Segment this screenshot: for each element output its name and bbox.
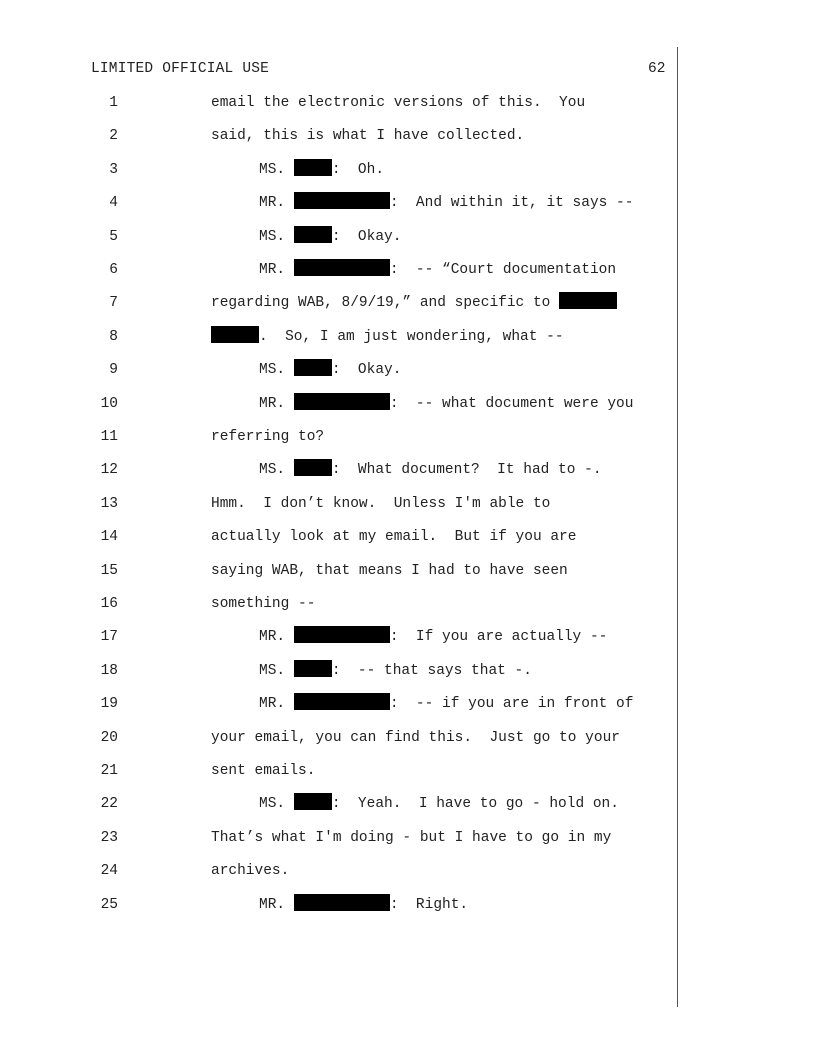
line-number: 2 bbox=[109, 128, 118, 145]
transcript-line bbox=[0, 291, 816, 315]
line-number: 21 bbox=[100, 763, 118, 779]
line-text bbox=[211, 726, 620, 750]
line-number: 16 bbox=[100, 596, 118, 612]
line-text bbox=[211, 592, 315, 616]
line-number: 12 bbox=[100, 462, 118, 479]
line-text bbox=[211, 492, 550, 516]
transcript-line bbox=[0, 792, 816, 816]
transcript-line bbox=[0, 325, 816, 349]
text-segment: email the electronic versions of this. You bbox=[211, 95, 586, 111]
line-text bbox=[259, 625, 607, 649]
line-text bbox=[211, 525, 576, 549]
line-number: 14 bbox=[100, 529, 118, 546]
line-number: 3 bbox=[109, 161, 118, 178]
text-segment: your email, you can find this. Just go to your bbox=[211, 729, 620, 746]
line-text bbox=[211, 91, 585, 115]
line-number: 22 bbox=[100, 796, 118, 813]
redaction-box bbox=[559, 292, 617, 309]
transcript-line bbox=[0, 425, 816, 449]
transcript-line bbox=[0, 258, 816, 282]
redaction-box bbox=[294, 226, 332, 243]
transcript-line bbox=[0, 659, 816, 683]
text-segment: regarding WAB, 8/9/19,” and specific to bbox=[211, 295, 560, 312]
line-number: 20 bbox=[100, 729, 118, 746]
line-text bbox=[211, 325, 564, 349]
line-number: 23 bbox=[100, 829, 118, 846]
line-number: 15 bbox=[100, 562, 118, 579]
line-text bbox=[211, 859, 289, 883]
line-number: 8 bbox=[109, 328, 118, 345]
text-segment: : Yeah. I have to go - hold on. bbox=[331, 796, 619, 813]
transcript-line bbox=[0, 859, 816, 883]
line-number: 17 bbox=[100, 629, 118, 646]
transcript-line bbox=[0, 726, 816, 750]
text-segment: MR. bbox=[259, 395, 294, 412]
transcript-line bbox=[0, 692, 816, 716]
text-segment: MS. bbox=[259, 796, 294, 813]
line-text bbox=[259, 392, 633, 416]
transcript-line bbox=[0, 91, 816, 115]
redaction-box bbox=[294, 159, 332, 176]
redaction-box bbox=[294, 393, 390, 410]
line-number: 19 bbox=[100, 696, 118, 713]
text-segment: said, this is what I have collected. bbox=[211, 128, 525, 145]
page-number: 62 bbox=[648, 61, 666, 77]
text-segment: MR. bbox=[259, 896, 294, 913]
redaction-box bbox=[211, 326, 259, 343]
text-segment: Hmm. I don’t know. Unless I'm able to bbox=[211, 495, 551, 512]
text-segment: MS. bbox=[259, 362, 294, 379]
line-number: 9 bbox=[109, 362, 118, 379]
text-segment: something -- bbox=[211, 596, 316, 612]
text-segment: referring to? bbox=[211, 429, 325, 445]
line-number: 18 bbox=[100, 662, 118, 679]
redaction-box bbox=[294, 259, 390, 276]
text-segment: That’s what I'm doing - but I have to go in my bbox=[211, 829, 612, 846]
line-text bbox=[259, 358, 401, 382]
redaction-box bbox=[294, 793, 332, 810]
text-segment: : -- “Court documentation bbox=[389, 262, 617, 278]
transcript-line bbox=[0, 893, 816, 917]
transcript-line bbox=[0, 392, 816, 416]
classification-marking: LIMITED OFFICIAL USE bbox=[91, 61, 270, 77]
line-text bbox=[259, 659, 532, 683]
transcript-line bbox=[0, 592, 816, 616]
text-segment: MS. bbox=[259, 662, 294, 679]
text-segment: saying WAB, that means I had to have seen bbox=[211, 562, 568, 579]
line-text bbox=[259, 158, 384, 182]
text-segment: : -- if you are in front of bbox=[389, 696, 634, 713]
redaction-box bbox=[294, 894, 390, 911]
transcript-line bbox=[0, 158, 816, 182]
text-segment: MS. bbox=[259, 462, 294, 479]
line-number: 13 bbox=[100, 495, 118, 512]
transcript-line bbox=[0, 358, 816, 382]
text-segment: MS. bbox=[259, 228, 294, 245]
text-segment: : If you are actually -- bbox=[389, 629, 608, 646]
text-segment: : Okay. bbox=[331, 228, 402, 245]
line-text bbox=[259, 458, 602, 482]
line-text bbox=[259, 191, 633, 215]
line-text bbox=[211, 759, 315, 783]
text-segment: MS. bbox=[259, 161, 294, 178]
text-segment: MR. bbox=[259, 696, 294, 713]
redaction-box bbox=[294, 626, 390, 643]
text-segment: sent emails. bbox=[211, 763, 316, 779]
line-text bbox=[259, 893, 468, 917]
line-number: 25 bbox=[100, 896, 118, 913]
text-segment: : Okay. bbox=[331, 362, 402, 379]
line-text bbox=[211, 826, 611, 850]
line-text bbox=[211, 124, 524, 148]
text-segment: MR. bbox=[259, 629, 294, 646]
redaction-box bbox=[294, 192, 390, 209]
text-segment: : Oh. bbox=[331, 161, 385, 178]
text-segment: MR. bbox=[259, 262, 294, 278]
transcript-line bbox=[0, 625, 816, 649]
text-segment: : What document? It had to -. bbox=[331, 462, 602, 479]
line-number: 24 bbox=[100, 863, 118, 880]
line-text bbox=[259, 792, 619, 816]
text-segment: : -- that says that -. bbox=[331, 662, 532, 679]
line-text bbox=[259, 692, 633, 716]
redaction-box bbox=[294, 359, 332, 376]
line-number: 7 bbox=[109, 295, 118, 312]
line-number: 4 bbox=[109, 195, 118, 212]
transcript-line bbox=[0, 458, 816, 482]
text-segment: actually look at my email. But if you are bbox=[211, 529, 577, 546]
transcript-line bbox=[0, 492, 816, 516]
line-text bbox=[211, 425, 324, 449]
redaction-box bbox=[294, 660, 332, 677]
line-number: 5 bbox=[109, 228, 118, 245]
text-segment: archives. bbox=[211, 863, 290, 880]
line-number: 10 bbox=[100, 395, 118, 412]
line-number: 11 bbox=[100, 429, 118, 445]
text-segment: : Right. bbox=[389, 896, 469, 913]
line-text bbox=[211, 559, 568, 583]
text-segment: . So, I am just wondering, what -- bbox=[259, 328, 564, 345]
text-segment: : And within it, it says -- bbox=[389, 195, 634, 212]
transcript-line bbox=[0, 191, 816, 215]
redaction-box bbox=[294, 693, 390, 710]
line-text bbox=[259, 258, 616, 282]
text-segment: MR. bbox=[259, 195, 294, 212]
transcript-line bbox=[0, 225, 816, 249]
transcript-line bbox=[0, 826, 816, 850]
line-text bbox=[259, 225, 401, 249]
text-segment: : -- what document were you bbox=[389, 395, 634, 412]
line-number: 1 bbox=[109, 95, 118, 111]
transcript-line bbox=[0, 525, 816, 549]
transcript-line bbox=[0, 759, 816, 783]
transcript-line bbox=[0, 559, 816, 583]
line-text bbox=[211, 291, 617, 315]
redaction-box bbox=[294, 459, 332, 476]
transcript-line bbox=[0, 124, 816, 148]
line-number: 6 bbox=[109, 262, 118, 278]
